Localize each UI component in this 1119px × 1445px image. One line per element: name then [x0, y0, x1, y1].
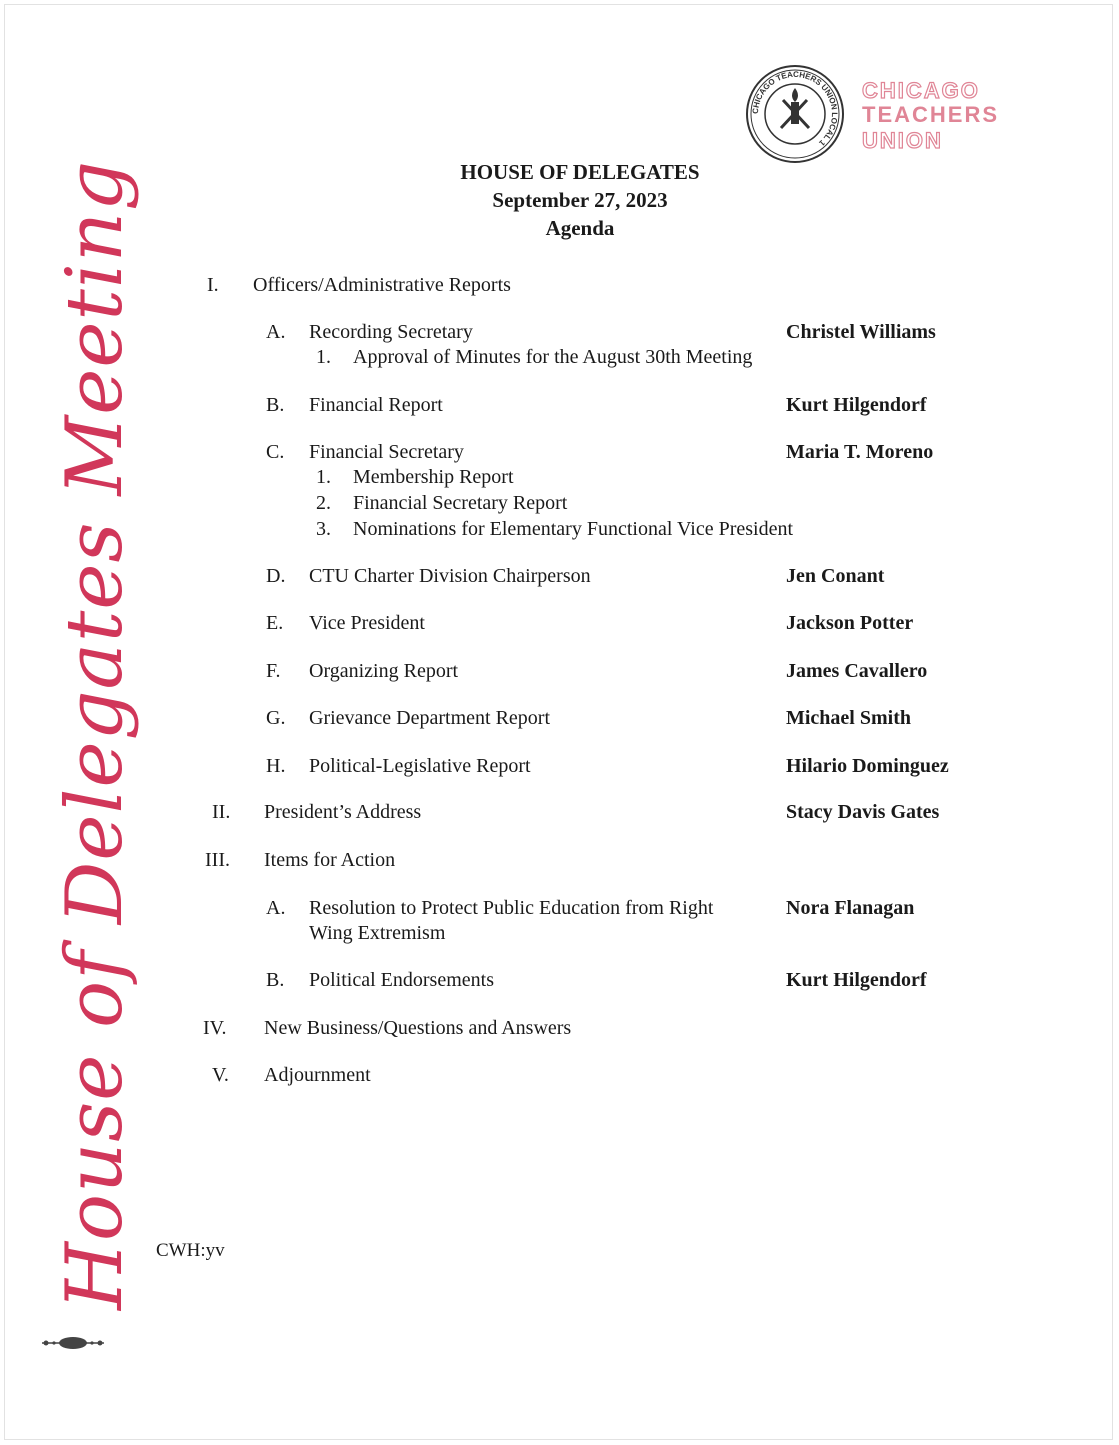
item-label: Recording Secretary	[309, 321, 473, 343]
logo-chicago: CHICAGO	[862, 78, 980, 103]
subitem-number: 3.	[316, 518, 331, 540]
presenter-1f: James Cavallero	[786, 660, 928, 682]
item-letter: A.	[266, 321, 286, 343]
item-letter: A.	[266, 897, 286, 919]
presenter-1c: Maria T. Moreno	[786, 441, 934, 463]
presenter-1b: Kurt Hilgendorf	[786, 394, 927, 416]
section-label: New Business/Questions and Answers	[264, 1017, 572, 1039]
presenter-1a: Christel Williams	[786, 321, 936, 343]
meeting-date: September 27, 2023	[492, 188, 668, 212]
presenter-3b: Kurt Hilgendorf	[786, 969, 927, 991]
subitem-label: Approval of Minutes for the August 30th Meeting	[353, 346, 753, 368]
item-letter: F.	[266, 660, 281, 682]
section-number: V.	[212, 1064, 229, 1086]
section-number: IV.	[203, 1017, 227, 1039]
item-letter: B.	[266, 394, 285, 416]
item-label: Political-Legislative Report	[309, 755, 531, 777]
section-number: II.	[212, 801, 231, 823]
subitem-number: 1.	[316, 466, 331, 488]
item-letter: G.	[266, 707, 286, 729]
subitem-label: Financial Secretary Report	[353, 492, 568, 514]
section-number: I.	[207, 274, 219, 296]
item-label-line1: Resolution to Protect Public Education from Right	[309, 897, 714, 919]
item-label: Financial Report	[309, 394, 443, 416]
union-seal-icon	[745, 64, 845, 164]
presenter-1d: Jen Conant	[786, 565, 885, 587]
item-label: Grievance Department Report	[309, 707, 551, 729]
doc-title: HOUSE OF DELEGATES	[460, 160, 700, 184]
presenter-1g: Michael Smith	[786, 707, 911, 729]
item-letter: B.	[266, 969, 285, 991]
item-label: Financial Secretary	[309, 441, 464, 463]
item-letter: C.	[266, 441, 285, 463]
logo-union: UNION	[862, 128, 943, 153]
typist-initials: CWH:yv	[156, 1240, 225, 1261]
logo-teachers: TEACHERS	[862, 102, 1000, 127]
section-label: Officers/Administrative Reports	[253, 274, 511, 296]
doc-subtitle: Agenda	[545, 216, 615, 240]
presenter-2: Stacy Davis Gates	[786, 801, 940, 823]
section-label: Items for Action	[264, 849, 396, 871]
item-label-line2: Wing Extremism	[309, 922, 446, 944]
agenda-heading	[380, 158, 780, 242]
presenter-1e: Jackson Potter	[786, 612, 914, 634]
presenter-3a: Nora Flanagan	[786, 897, 915, 919]
section-label: President’s Address	[264, 801, 422, 823]
item-label: Political Endorsements	[309, 969, 494, 991]
section-label: Adjournment	[264, 1064, 371, 1086]
subitem-label: Nominations for Elementary Functional Vice President	[353, 518, 793, 540]
subitem-label: Membership Report	[353, 466, 514, 488]
subitem-number: 2.	[316, 492, 331, 514]
section-number: III.	[205, 849, 230, 871]
item-label: Organizing Report	[309, 660, 459, 682]
item-letter: E.	[266, 612, 284, 634]
subitem-number: 1.	[316, 346, 331, 368]
side-title: House of Delegates Meeting	[50, 159, 140, 1311]
item-label: CTU Charter Division Chairperson	[309, 565, 591, 587]
item-letter: D.	[266, 565, 286, 587]
union-bug-icon	[40, 1334, 106, 1352]
item-label: Vice President	[309, 612, 425, 634]
presenter-1h: Hilario Dominguez	[786, 755, 949, 777]
seal-text: CHICAGO TEACHERS UNION LOCAL 1	[750, 69, 840, 148]
item-letter: H.	[266, 755, 286, 777]
